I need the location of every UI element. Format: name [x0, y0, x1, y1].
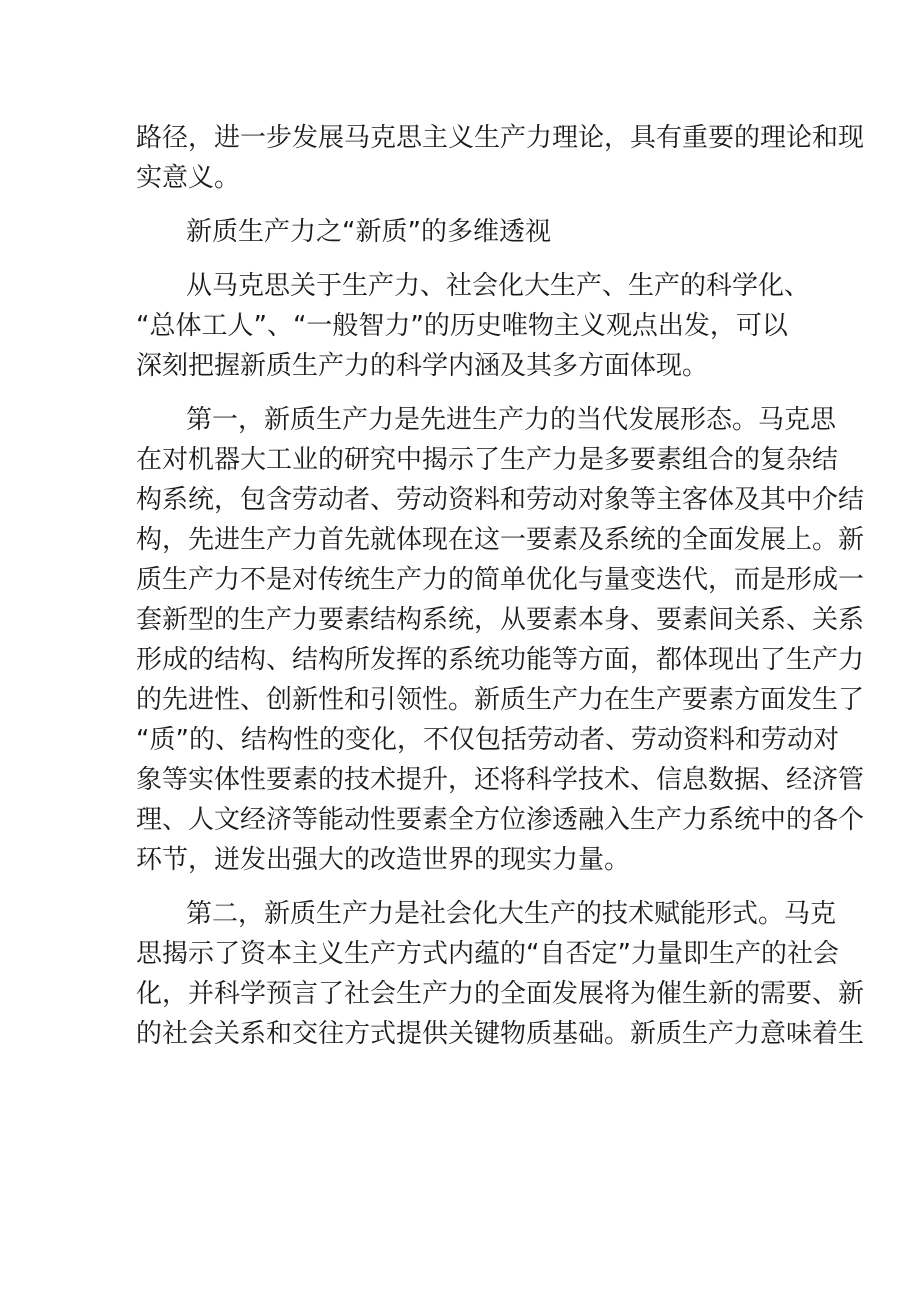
paragraph-3-line-10: 象等实体性要素的技术提升，还将科学技术、信息数据、经济管 [136, 765, 865, 795]
section-heading [136, 212, 786, 252]
section-heading-text: 新质生产力之“新质”的多维透视 [186, 217, 551, 247]
paragraph-3-line-5: 质生产力不是对传统生产力的简单优化与量变迭代，而是形成一 [136, 565, 865, 595]
paragraph-3-line-11: 理、人文经济等能动性要素全方位渗透融入生产力系统中的各个 [136, 805, 865, 835]
paragraph-3-line-2: 在对机器大工业的研究中揭示了生产力是多要素组合的复杂结 [136, 445, 839, 475]
paragraph-4-line-2: 思揭示了资本主义生产方式内蕴的“自否定”力量即生产的社会 [136, 939, 839, 969]
paragraph-3-line-12: 环节，迸发出强大的改造世界的现实力量。 [136, 845, 631, 875]
paragraph-4-line-4: 的社会关系和交往方式提供关键物质基础。新质生产力意味着生 [136, 1019, 865, 1049]
paragraph-2 [136, 266, 811, 386]
paragraph-4 [136, 894, 865, 1054]
paragraph-2-line-1: 从马克思关于生产力、社会化大生产、生产的科学化、 [186, 271, 811, 301]
paragraph-2-line-2: “总体工人”、“一般智力”的历史唯物主义观点出发，可以 [136, 311, 788, 341]
paragraph-3-line-6: 套新型的生产力要素结构系统，从要素本身、要素间关系、关系 [136, 605, 865, 635]
paragraph-4-line-3: 化，并科学预言了社会生产力的全面发展将为催生新的需要、新 [136, 979, 865, 1009]
document-body [136, 118, 865, 1054]
paragraph-3-line-7: 形成的结构、结构所发挥的系统功能等方面，都体现出了生产力 [136, 645, 865, 675]
paragraph-3-line-9: “质”的、结构性的变化，不仅包括劳动者、劳动资料和劳动对 [136, 725, 839, 755]
paragraph-3-line-8: 的先进性、创新性和引领性。新质生产力在生产要素方面发生了 [136, 685, 865, 715]
paragraph-3-line-1: 第一，新质生产力是先进生产力的当代发展形态。马克思 [186, 405, 837, 435]
paragraph-4-line-1: 第二，新质生产力是社会化大生产的技术赋能形式。马克 [186, 899, 837, 929]
paragraph-3-line-3: 构系统，包含劳动者、劳动资料和劳动对象等主客体及其中介结 [136, 485, 865, 515]
paragraph-1 [136, 118, 865, 198]
paragraph-3-line-4: 构，先进生产力首先就体现在这一要素及系统的全面发展上。新 [136, 525, 865, 555]
paragraph-3 [136, 400, 865, 880]
paragraph-1-line-1: 路径，进一步发展马克思主义生产力理论，具有重要的理论和现 [136, 123, 865, 153]
paragraph-1-line-2: 实意义。 [136, 163, 241, 193]
paragraph-2-line-3: 深刻把握新质生产力的科学内涵及其多方面体现。 [136, 351, 709, 381]
